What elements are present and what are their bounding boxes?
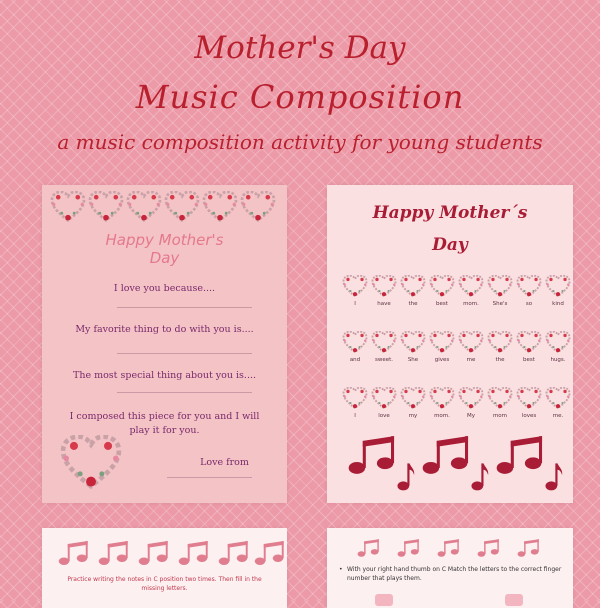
heart-wreath-icon (429, 275, 455, 298)
eighth-note-icon (397, 457, 415, 495)
lyric-word: My (466, 413, 475, 419)
heart-wreath-icon (429, 387, 455, 410)
eighth-note-icon (545, 457, 563, 495)
eighth-notes-icon (58, 540, 88, 566)
lyric-word: mom. (463, 301, 479, 307)
word-heart-cell (340, 275, 370, 307)
heart-wreath-icon (458, 275, 484, 298)
answer-box (505, 594, 523, 606)
lyric-word: loves (521, 413, 537, 419)
word-heart-cell (456, 275, 486, 307)
lyric-word: the (408, 301, 418, 307)
eighth-notes-icon (218, 540, 248, 566)
eighth-notes-icon (437, 538, 459, 558)
word-heart-cell (543, 275, 573, 307)
word-heart-cell (398, 387, 428, 419)
lyric-word: have (377, 301, 391, 307)
lyric-word: She's (492, 301, 508, 307)
lyric-word: She (407, 357, 419, 363)
lyric-word: so (525, 301, 533, 307)
word-heart-cell (485, 331, 515, 363)
lyric-word: the (495, 357, 505, 363)
lyric-word: hugs. (550, 357, 566, 363)
prompt-text: My favorite thing to do with you is.... (75, 324, 254, 335)
heart-wreath-icon (487, 331, 513, 354)
heart-wreath-icon (516, 331, 542, 354)
lyric-word: best (523, 357, 535, 363)
lyric-word: mom (492, 413, 508, 419)
lyric-word: my (408, 413, 418, 419)
lyric-word: me (466, 357, 476, 363)
prompt-text: The most special thing about you is.... (72, 370, 257, 381)
heart-wreath-icon (545, 331, 571, 354)
eighth-notes-icon (178, 540, 208, 566)
page-subtitle: a music composition activity for young students (57, 130, 543, 154)
heart-wreath-icon (487, 387, 513, 410)
prompt-text: I composed this piece for you and I will (69, 411, 260, 422)
lyric-word: gives (434, 357, 450, 363)
word-heart-cell (369, 331, 399, 363)
lyric-word: kind (552, 301, 564, 307)
heart-wreath-icon (50, 191, 86, 223)
card-title-line1: Happy Mother´s (372, 203, 528, 223)
heart-wreath-icon (342, 331, 368, 354)
heart-wreath-icon (516, 275, 542, 298)
writing-line (117, 392, 252, 393)
eighth-notes-icon (254, 540, 284, 566)
word-heart-cell (427, 331, 457, 363)
heart-wreath-icon (126, 191, 162, 223)
eighth-note-icon (471, 457, 489, 495)
heart-wreath-icon (429, 331, 455, 354)
lyric-word: me. (552, 413, 564, 419)
heart-wreath-icon (545, 387, 571, 410)
writing-line (167, 477, 252, 478)
eighth-notes-icon (357, 538, 379, 558)
prompt-text: I love you because.... (113, 283, 216, 294)
lyric-word: mom. (434, 413, 450, 419)
word-heart-cell (398, 331, 428, 363)
prompt-text: Love from (200, 457, 249, 468)
instruction-text: With your right hand thumb on C Match the letters to the correct finger (347, 566, 562, 573)
writing-line (117, 353, 252, 354)
instruction-text: missing letters. (141, 585, 188, 592)
word-heart-cell (456, 387, 486, 419)
answer-box (375, 594, 393, 606)
lyric-word: love (378, 413, 390, 419)
heart-wreath-row (50, 191, 276, 223)
word-heart-cell (369, 387, 399, 419)
heart-wreath-icon (400, 275, 426, 298)
eighth-notes-icon (495, 435, 543, 475)
heart-wreath-icon (342, 387, 368, 410)
eighth-notes-icon (138, 540, 168, 566)
word-heart-cell (485, 387, 515, 419)
heart-wreath-icon (400, 387, 426, 410)
heart-wreath-icon (458, 331, 484, 354)
word-heart-cell (485, 275, 515, 307)
instruction-text: Practice writing the notes in C position two times. Then fill in the (67, 576, 262, 583)
word-heart-cell (340, 331, 370, 363)
lyric-word: and (349, 357, 361, 363)
heart-wreath-icon (371, 275, 397, 298)
eighth-notes-icon (421, 435, 469, 475)
heart-wreath-icon (545, 275, 571, 298)
word-heart-cell (427, 275, 457, 307)
word-heart-cell (456, 331, 486, 363)
heart-wreath-icon (164, 191, 200, 223)
bullet-icon: • (339, 566, 343, 573)
word-heart-cell (543, 331, 573, 363)
word-heart-cell (514, 331, 544, 363)
heart-wreath-icon (342, 275, 368, 298)
worksheet-card-finger-match (327, 528, 573, 608)
lyric-word: best (436, 301, 448, 307)
heart-wreath-icon (240, 191, 276, 223)
heart-wreath-icon (487, 275, 513, 298)
word-heart-cell (514, 387, 544, 419)
heart-wreath-icon (400, 331, 426, 354)
worksheet-card-love-letter (42, 185, 287, 503)
prompt-text: play it for you. (129, 425, 200, 436)
word-heart-cell (427, 387, 457, 419)
instruction-text: number that plays them. (347, 575, 422, 582)
lyric-word: I (354, 413, 356, 419)
heart-wreath-icon (516, 387, 542, 410)
word-heart-cell (514, 275, 544, 307)
page-title-line1: Mother's Day (194, 30, 406, 66)
eighth-notes-icon (517, 538, 539, 558)
heart-wreath-icon (88, 191, 124, 223)
card-title-line2: Day (432, 235, 468, 255)
card-title-line1: Happy Mother's (105, 231, 224, 249)
worksheet-card-rhythm (327, 185, 573, 503)
writing-line (117, 307, 252, 308)
lyric-word: I (354, 301, 356, 307)
eighth-notes-icon (397, 538, 419, 558)
word-heart-cell (543, 387, 573, 419)
eighth-notes-icon (477, 538, 499, 558)
heart-wreath-icon (202, 191, 238, 223)
eighth-notes-icon (347, 435, 395, 475)
word-heart-cell (340, 387, 370, 419)
lyric-word: sweet. (374, 357, 394, 363)
heart-wreath-icon (371, 387, 397, 410)
word-heart-cell (398, 275, 428, 307)
heart-wreath-icon (458, 387, 484, 410)
card-title-line2: Day (149, 249, 180, 267)
heart-wreath-icon (371, 331, 397, 354)
word-heart-cell (369, 275, 399, 307)
worksheet-card-note-practice (42, 528, 287, 608)
eighth-notes-icon (98, 540, 128, 566)
page-title-line2: Music Composition (135, 78, 465, 116)
